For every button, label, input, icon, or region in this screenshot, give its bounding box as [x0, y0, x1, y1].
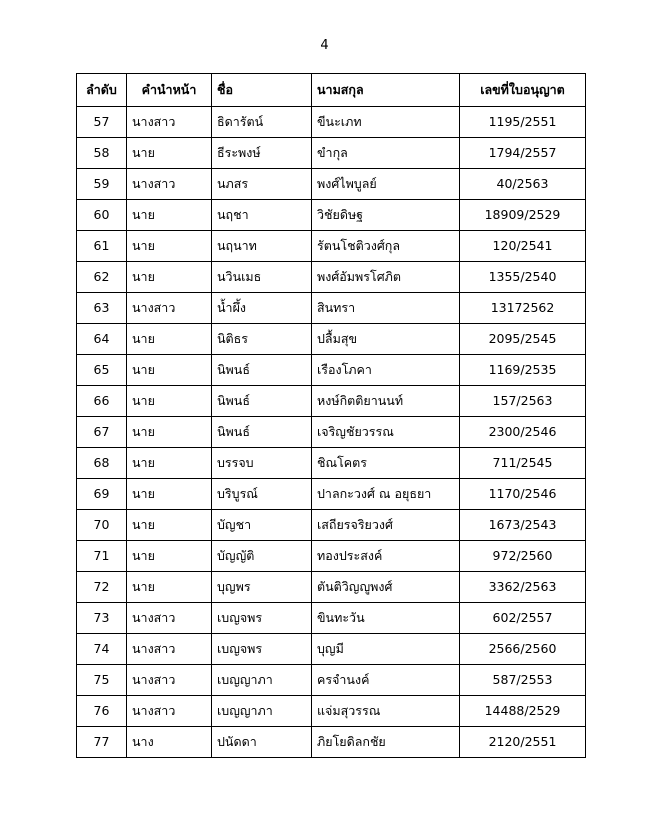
- license-holder-table: [76, 73, 586, 758]
- cell-order-number: 77: [77, 727, 127, 758]
- cell-last-name: ขำกุล: [312, 138, 460, 169]
- page-number: 4: [320, 38, 329, 53]
- cell-first-name: ธีระพงษ์: [212, 138, 312, 169]
- cell-order-number: 68: [77, 448, 127, 479]
- cell-license-number: 1794/2557: [460, 138, 586, 169]
- table-row: [77, 262, 586, 293]
- cell-last-name: ทองประสงค์: [312, 541, 460, 572]
- cell-last-name: รัตนโชติวงศ์กุล: [312, 231, 460, 262]
- table-row: [77, 448, 586, 479]
- cell-order-number: 66: [77, 386, 127, 417]
- cell-license-number: 40/2563: [460, 169, 586, 200]
- cell-last-name: ตันติวิญญูพงศ์: [312, 572, 460, 603]
- cell-title-prefix: นางสาว: [127, 293, 212, 324]
- cell-license-number: 587/2553: [460, 665, 586, 696]
- cell-first-name: เบญจพร: [212, 603, 312, 634]
- cell-license-number: 18909/2529: [460, 200, 586, 231]
- cell-license-number: 1195/2551: [460, 107, 586, 138]
- header-license-number: เลขที่ใบอนุญาต: [460, 74, 586, 107]
- cell-first-name: บัญชา: [212, 510, 312, 541]
- cell-license-number: 2300/2546: [460, 417, 586, 448]
- cell-order-number: 65: [77, 355, 127, 386]
- cell-license-number: 1170/2546: [460, 479, 586, 510]
- cell-order-number: 76: [77, 696, 127, 727]
- cell-first-name: นวินเมธ: [212, 262, 312, 293]
- table-row: [77, 665, 586, 696]
- cell-last-name: ขีนะเภท: [312, 107, 460, 138]
- cell-title-prefix: นาย: [127, 448, 212, 479]
- cell-first-name: บรรจบ: [212, 448, 312, 479]
- cell-license-number: 157/2563: [460, 386, 586, 417]
- cell-order-number: 60: [77, 200, 127, 231]
- cell-last-name: ภิยโยดิลกชัย: [312, 727, 460, 758]
- cell-license-number: 1355/2540: [460, 262, 586, 293]
- cell-title-prefix: นาย: [127, 355, 212, 386]
- cell-first-name: ปนัดดา: [212, 727, 312, 758]
- cell-order-number: 62: [77, 262, 127, 293]
- cell-license-number: 602/2557: [460, 603, 586, 634]
- cell-last-name: เรืองโภคา: [312, 355, 460, 386]
- cell-order-number: 73: [77, 603, 127, 634]
- cell-title-prefix: นางสาว: [127, 603, 212, 634]
- cell-last-name: วิชัยดิษฐ: [312, 200, 460, 231]
- header-title-prefix: คำนำหน้า: [127, 74, 212, 107]
- cell-first-name: นิพนธ์: [212, 417, 312, 448]
- cell-first-name: นฤนาท: [212, 231, 312, 262]
- cell-order-number: 71: [77, 541, 127, 572]
- cell-last-name: ปลื้มสุข: [312, 324, 460, 355]
- table-row: [77, 107, 586, 138]
- cell-order-number: 72: [77, 572, 127, 603]
- cell-order-number: 64: [77, 324, 127, 355]
- cell-last-name: สินทรา: [312, 293, 460, 324]
- cell-title-prefix: นางสาว: [127, 169, 212, 200]
- cell-order-number: 70: [77, 510, 127, 541]
- header-first-name: ชื่อ: [212, 74, 312, 107]
- cell-order-number: 58: [77, 138, 127, 169]
- table-row: [77, 324, 586, 355]
- cell-title-prefix: นาง: [127, 727, 212, 758]
- cell-license-number: 2120/2551: [460, 727, 586, 758]
- cell-license-number: 2566/2560: [460, 634, 586, 665]
- header-last-name: นามสกุล: [312, 74, 460, 107]
- cell-license-number: 13172562: [460, 293, 586, 324]
- table-row: [77, 231, 586, 262]
- cell-order-number: 63: [77, 293, 127, 324]
- cell-first-name: บุญพร: [212, 572, 312, 603]
- cell-order-number: 75: [77, 665, 127, 696]
- table-row: [77, 510, 586, 541]
- cell-title-prefix: นาย: [127, 200, 212, 231]
- table-row: [77, 634, 586, 665]
- table-header-row: [77, 74, 586, 107]
- cell-last-name: หงษ์กิตติยานนท์: [312, 386, 460, 417]
- cell-order-number: 69: [77, 479, 127, 510]
- cell-title-prefix: นางสาว: [127, 696, 212, 727]
- cell-title-prefix: นาย: [127, 572, 212, 603]
- cell-title-prefix: นาย: [127, 231, 212, 262]
- header-order-number: ลำดับ: [77, 74, 127, 107]
- cell-title-prefix: นางสาว: [127, 665, 212, 696]
- cell-last-name: ขินทะวัน: [312, 603, 460, 634]
- cell-first-name: ธิดารัตน์: [212, 107, 312, 138]
- cell-order-number: 74: [77, 634, 127, 665]
- cell-title-prefix: นางสาว: [127, 107, 212, 138]
- cell-title-prefix: นาย: [127, 138, 212, 169]
- table-row: [77, 355, 586, 386]
- cell-first-name: นิพนธ์: [212, 386, 312, 417]
- table-row: [77, 138, 586, 169]
- table-row: [77, 417, 586, 448]
- cell-title-prefix: นาย: [127, 262, 212, 293]
- cell-first-name: เบญญาภา: [212, 665, 312, 696]
- cell-first-name: เบญจพร: [212, 634, 312, 665]
- cell-title-prefix: นาย: [127, 510, 212, 541]
- cell-order-number: 57: [77, 107, 127, 138]
- cell-order-number: 61: [77, 231, 127, 262]
- cell-title-prefix: นาย: [127, 386, 212, 417]
- cell-license-number: 1673/2543: [460, 510, 586, 541]
- cell-license-number: 972/2560: [460, 541, 586, 572]
- cell-first-name: นภสร: [212, 169, 312, 200]
- cell-order-number: 59: [77, 169, 127, 200]
- cell-license-number: 711/2545: [460, 448, 586, 479]
- table-row: [77, 479, 586, 510]
- cell-license-number: 1169/2535: [460, 355, 586, 386]
- cell-license-number: 14488/2529: [460, 696, 586, 727]
- table-row: [77, 572, 586, 603]
- cell-last-name: แจ่มสุวรรณ: [312, 696, 460, 727]
- cell-title-prefix: นาย: [127, 541, 212, 572]
- cell-last-name: ชิณโคตร: [312, 448, 460, 479]
- cell-order-number: 67: [77, 417, 127, 448]
- table-body: [77, 107, 586, 758]
- cell-first-name: เบญญาภา: [212, 696, 312, 727]
- table-row: [77, 386, 586, 417]
- cell-license-number: 2095/2545: [460, 324, 586, 355]
- cell-last-name: เจริญชัยวรรณ: [312, 417, 460, 448]
- cell-title-prefix: นาย: [127, 417, 212, 448]
- table-row: [77, 727, 586, 758]
- cell-license-number: 3362/2563: [460, 572, 586, 603]
- cell-last-name: บุญมี: [312, 634, 460, 665]
- cell-first-name: บัญญัติ: [212, 541, 312, 572]
- cell-first-name: นฤชา: [212, 200, 312, 231]
- table-row: [77, 169, 586, 200]
- table-row: [77, 200, 586, 231]
- table-row: [77, 293, 586, 324]
- cell-title-prefix: นางสาว: [127, 634, 212, 665]
- cell-first-name: นิติธร: [212, 324, 312, 355]
- cell-last-name: เสถียรจริยวงศ์: [312, 510, 460, 541]
- cell-title-prefix: นาย: [127, 479, 212, 510]
- cell-last-name: พงศ์อัมพรโศภิต: [312, 262, 460, 293]
- cell-first-name: น้ำผึ้ง: [212, 293, 312, 324]
- cell-last-name: พงศ์ไพบูลย์: [312, 169, 460, 200]
- cell-title-prefix: นาย: [127, 324, 212, 355]
- cell-last-name: ปาลกะวงศ์ ณ อยุธยา: [312, 479, 460, 510]
- cell-license-number: 120/2541: [460, 231, 586, 262]
- cell-first-name: นิพนธ์: [212, 355, 312, 386]
- table-row: [77, 541, 586, 572]
- table-row: [77, 696, 586, 727]
- table-row: [77, 603, 586, 634]
- cell-last-name: ครจำนงค์: [312, 665, 460, 696]
- cell-first-name: บริบูรณ์: [212, 479, 312, 510]
